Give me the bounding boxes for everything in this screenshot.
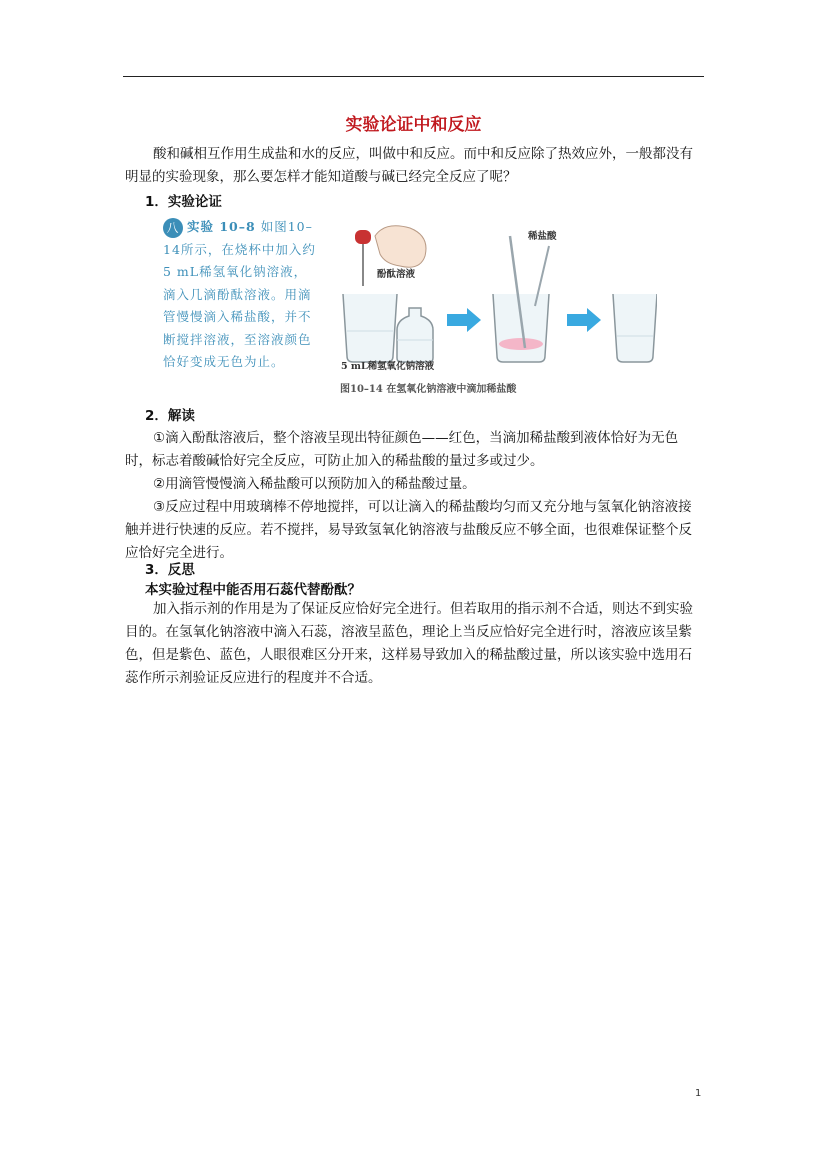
- section-heading-1: 1．实验论证: [145, 194, 222, 210]
- beaker-2: [493, 294, 549, 362]
- experiment-badge-icon: 八: [163, 218, 183, 238]
- beaker-1: [343, 294, 397, 362]
- experiment-description: 如图10–14所示，在烧杯中加入约5 mL稀氢氧化钠溶液，滴入几滴酚酞溶液。用滴管慢慢滴入稀盐酸，并不断搅拌溶液，至溶液颜色恰好变成无色为止。: [163, 219, 316, 369]
- page-number: 1: [695, 1088, 702, 1099]
- arrow-icon-2: [567, 308, 601, 332]
- arrow-icon-1: [447, 308, 481, 332]
- experiment-box: [163, 216, 316, 398]
- figure-caption: 图10–14 在氢氧化钠溶液中滴加稀盐酸: [340, 384, 517, 395]
- reflection-answer: 加入指示剂的作用是为了保证反应恰好完全进行。但若取用的指示剂不合适，则达不到实验目的。在氢氧化钠溶液中滴入石蕊，溶液呈蓝色，理论上当反应恰好完全进行时，溶液应该呈紫色，但是紫色、蓝色，人眼很难区分开来，这样易导致加入的稀盐酸过量，所以该实验中选用石蕊作所示剂验证反应进行的程度并不合适。: [125, 601, 693, 686]
- label-acid: 稀盐酸: [528, 231, 557, 242]
- naoh-bottle: [397, 308, 433, 362]
- interpretation-1: ①滴入酚酞溶液后，整个溶液呈现出特征颜色——红色，当滴加稀盐酸到液体恰好为无色时，标志着酸碱恰好完全反应，可防止加入的稀盐酸的量过多或过少。: [125, 430, 679, 469]
- intro-paragraph: 酸和碱相互作用生成盐和水的反应，叫做中和反应。而中和反应除了热效应外，一般都没有明显的实验现象，那么要怎样才能知道酸与碱已经完全反应了呢？: [125, 146, 693, 185]
- reflection-question: 本实验过程中能否用石蕊代替酚酞？: [145, 582, 361, 598]
- interpretation-2: ②用滴管慢慢滴入稀盐酸可以预防加入的稀盐酸过量。: [153, 476, 476, 492]
- hand-icon: [375, 226, 426, 267]
- label-phenolphthalein: 酚酞溶液: [377, 269, 416, 280]
- experiment-text-block: [163, 216, 316, 374]
- experiment-illustration: [335, 216, 657, 376]
- section-heading-2: 2．解读: [145, 408, 195, 424]
- section-heading-3: 3．反思: [145, 562, 195, 578]
- beaker-3: [613, 294, 657, 362]
- experiment-figure: [335, 216, 657, 398]
- pink-solution: [499, 338, 543, 350]
- label-naoh: 5 mL稀氢氧化钠溶液: [341, 361, 435, 372]
- page-title: 实验论证中和反应: [345, 115, 482, 135]
- interpretation-3: ③反应过程中用玻璃棒不停地搅拌，可以让滴入的稀盐酸均匀而又充分地与氢氧化钠溶液接触并进行快速的反应。若不搅拌，易导致氢氧化钠溶液与盐酸反应不够全面，也很难保证整个反应恰好完全进行。: [125, 499, 692, 561]
- experiment-label: 实验 10–8: [187, 219, 256, 234]
- dropper-bulb: [355, 230, 371, 244]
- header-rule: [123, 76, 704, 77]
